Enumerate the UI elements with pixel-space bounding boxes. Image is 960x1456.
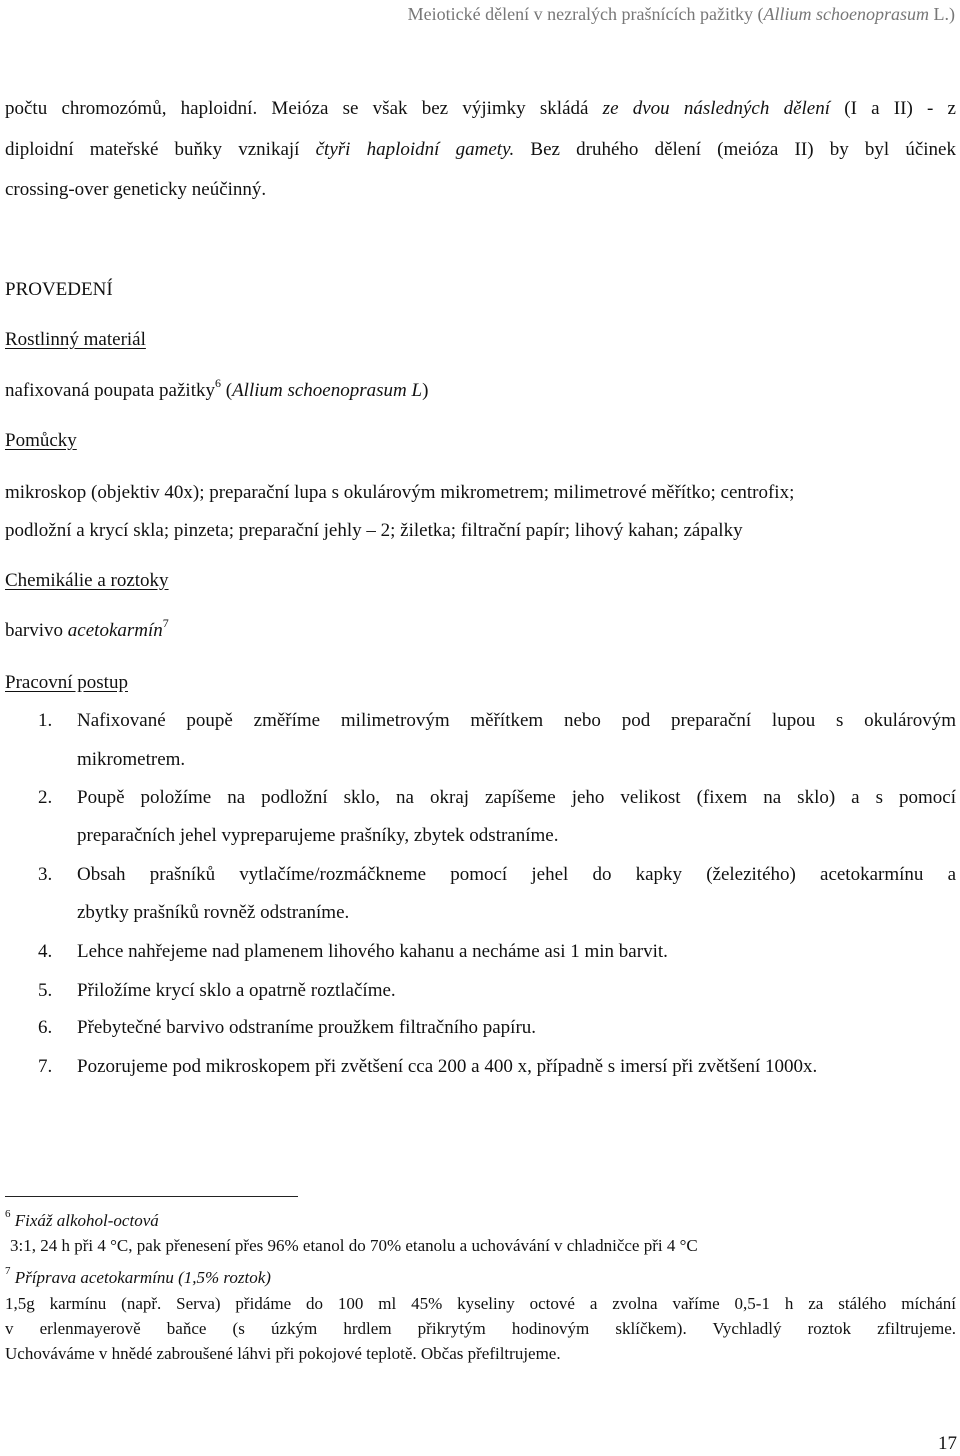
intro-line-1 (5, 98, 956, 120)
step-text: zbytky prašníků rovněž odstraníme. (77, 902, 350, 923)
step-number: 3. (38, 864, 53, 885)
step-number: 7. (38, 1056, 53, 1077)
step-number: 6. (38, 1017, 53, 1038)
step-text: Lehce nahřejeme nad plamenem lihového kahanu a necháme asi 1 min barvit. (77, 941, 668, 962)
step-text: preparačních jehel vypreparujeme prašníky, zbytek odstraníme. (77, 825, 559, 846)
material-text (5, 375, 429, 402)
footnote-separator (5, 1196, 298, 1197)
running-title-species: Allium schoenoprasum (763, 4, 929, 24)
tools-label: Pomůcky (5, 430, 77, 451)
footnote-7-line-2: v erlenmayerově baňce (s úzkým hrdlem přikrytým hodinovým sklíčkem). Vychladlý roztok zfiltrujeme. (5, 1319, 956, 1338)
page-number: 17 (938, 1433, 957, 1454)
paren-close: ) (422, 380, 429, 401)
step-number: 5. (38, 980, 53, 1001)
step-text: Nafixované poupě změříme milimetrovým měřítkem nebo pod preparační lupou s okulárovým (77, 710, 956, 731)
tools-line-2: podložní a krycí skla; pinzeta; preparační jehly – 2; žiletka; filtrační papír; lihový kahan; zápalky (5, 520, 743, 541)
material-desc: nafixovaná poupata pažitky (5, 380, 215, 401)
footnote-6-title (5, 1208, 159, 1231)
step-number: 4. (38, 941, 53, 962)
material-label: Rostlinný materiál (5, 329, 146, 350)
intro-emphasis: čtyři haploidní gamety. (315, 139, 515, 160)
footnote-ref-6: 6 (214, 375, 221, 390)
step-text: Pozorujeme pod mikroskopem při zvětšení cca 200 a 400 x, případně s imersí při zvětšení 1000x. (77, 1056, 818, 1077)
step-number: 2. (38, 787, 53, 808)
step-text: Přiložíme krycí sklo a opatrně roztlačíme. (77, 980, 396, 1001)
tools-line-1: mikroskop (objektiv 40x); preparační lupa s okulárovým mikrometrem; milimetrové měřítko; centrofix; (5, 482, 795, 503)
footnote-mark-7: 7 (5, 1265, 11, 1278)
footnote-7-title (5, 1265, 271, 1288)
running-title-prefix: Meiotické dělení v nezralých prašnících pažitky ( (407, 4, 764, 24)
running-header (408, 4, 955, 25)
chem-desc: barvivo (5, 620, 68, 641)
procedure-label: Pracovní postup (5, 672, 128, 693)
intro-line-3: crossing-over geneticky neúčinný. (5, 179, 267, 200)
chem-text (5, 615, 169, 642)
footnote-ref-7: 7 (162, 615, 169, 630)
intro-line-2 (5, 139, 956, 161)
intro-text: (I a II) - z (830, 98, 956, 119)
intro-text: diploidní mateřské buňky vznikají (5, 139, 316, 160)
intro-text: Bez druhého dělení (meióza II) by byl účinek (514, 139, 956, 160)
intro-text: počtu chromozómů, haploidní. Meióza se však bez výjimky skládá (5, 98, 603, 119)
footnote-6-text: 3:1, 24 h při 4 °C, pak přenesení přes 96% etanol do 70% etanolu a uchovávání v chladničce při 4 °C (10, 1236, 698, 1255)
intro-emphasis: ze dvou následných dělení (602, 98, 831, 119)
species-name: Allium schoenoprasum L (232, 380, 423, 401)
footnote-title: Fixáž alkohol-octová (14, 1211, 159, 1230)
chem-name: acetokarmín (67, 620, 163, 641)
footnote-7-line-1: 1,5g karmínu (např. Serva) přidáme do 100 ml 45% kyseliny octové a zvolna vaříme 0,5-1 h za stálého míchání (5, 1294, 956, 1313)
footnote-title: Příprava acetokarmínu (1,5% roztok) (14, 1268, 271, 1287)
step-text: Poupě položíme na podložní sklo, na okraj zapíšeme jeho velikost (fixem na sklo) a s pomocí (77, 787, 956, 808)
step-text: Přebytečné barvivo odstraníme proužkem filtračního papíru. (77, 1017, 537, 1038)
step-text: Obsah prašníků vytlačíme/rozmáčkneme pomocí jehel do kapky (železitého) acetokarmínu a (77, 864, 956, 885)
section-heading: PROVEDENÍ (5, 279, 113, 300)
footnote-mark-6: 6 (5, 1208, 11, 1221)
running-title-suffix: L.) (929, 4, 955, 24)
paren-open: ( (220, 380, 233, 401)
chem-label: Chemikálie a roztoky (5, 570, 169, 591)
step-number: 1. (38, 710, 53, 731)
step-text: mikrometrem. (77, 749, 186, 770)
footnote-7-line-3: Uchováváme v hnědé zabroušené láhvi při pokojové teplotě. Občas přefiltrujeme. (5, 1344, 561, 1363)
